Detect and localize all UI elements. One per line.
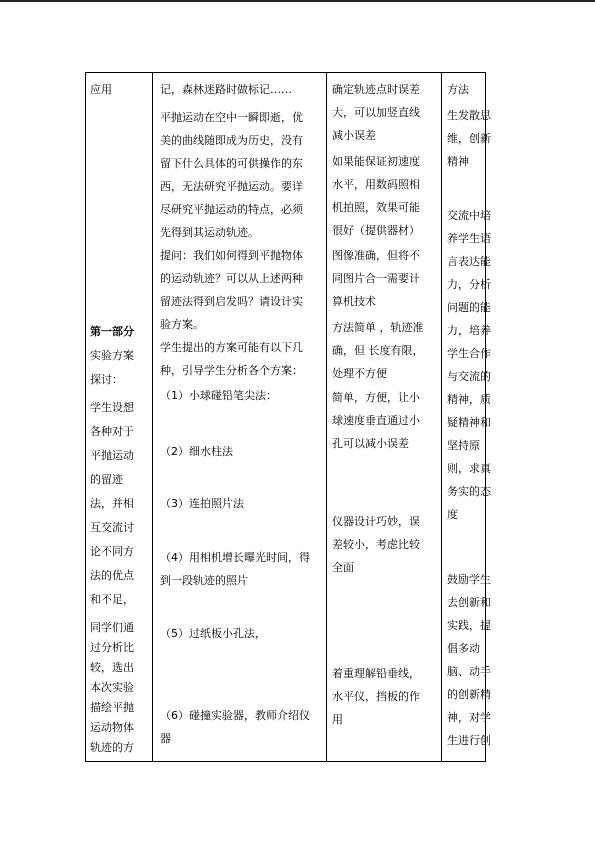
intent-line: 疑精神和 <box>447 416 491 429</box>
para1-line: 西，无法研究平抛运动。要详 <box>160 180 303 193</box>
col1-line: 平抛运动 <box>90 449 134 462</box>
intent-line: 生进行创 <box>447 734 491 747</box>
intent-line: 维，创新 <box>447 132 491 145</box>
col1-line: 论不同方 <box>90 545 134 558</box>
analysis-line: 机拍照，效果可能 <box>332 201 420 214</box>
para1-line: 先得到其运动轨迹。 <box>160 226 259 239</box>
para2-line: 的运动轨迹？可以从上述两种 <box>160 272 303 285</box>
para3-line: 种，引导学生分析各个方案： <box>160 364 303 377</box>
analysis-line: 简单，方便，让小 <box>332 391 420 404</box>
intro-line: 记，森林迷路时做标记…… <box>160 83 292 96</box>
section-heading: 第一部分 <box>90 325 134 338</box>
para1-line: 留下什么具体的可供操作的东 <box>160 157 303 170</box>
page-top-border <box>0 0 595 2</box>
intent-line: 坚持原 <box>447 439 480 452</box>
col1-line-final: 轨迹的方 <box>90 741 134 754</box>
col1-line: 学生设想 <box>90 401 134 414</box>
analysis-line: 大，可以加竖直线 <box>332 106 420 119</box>
col1-line: 实验方案 <box>90 349 134 362</box>
intent-line: 交流中培 <box>447 209 491 222</box>
method-5: （5）过纸板小孔法， <box>160 627 266 640</box>
analysis-line: 很好（提供器材） <box>332 224 420 237</box>
intent-line: 则，求真 <box>447 462 491 475</box>
analysis-line: 仪器设计巧妙，误 <box>332 515 420 528</box>
para1-line: 尽研究平抛运动的特点，必须 <box>160 203 303 216</box>
table-col-border-2 <box>326 72 327 761</box>
col1-line: 过分析比 <box>90 641 134 654</box>
intent-line: 与交流的 <box>447 370 491 383</box>
method-6: （6）碰撞实验器，教师介绍仪 <box>160 709 310 722</box>
table-bottom-border <box>85 761 486 762</box>
para2-line: 验方案。 <box>160 318 204 331</box>
intent-line: 生发散思 <box>447 109 491 122</box>
method-4-cont: 到一段轨迹的照片 <box>160 574 248 587</box>
intent-line: 的创新精 <box>447 688 491 701</box>
intent-line: 实践，提 <box>447 619 491 632</box>
analysis-line: 孔可以减小误差 <box>332 437 409 450</box>
col1-line: 运动物体 <box>90 721 134 734</box>
col1-line: 各种对于 <box>90 425 134 438</box>
intent-line: 去创新和 <box>447 596 491 609</box>
intent-line: 问题的能 <box>447 301 491 314</box>
intent-line: 鼓励学生 <box>447 573 491 586</box>
para1-line: 平抛运动在空中一瞬即逝，优 <box>160 111 303 124</box>
col1-line: 互交流讨 <box>90 521 134 534</box>
analysis-line: 如果能保证初速度 <box>332 155 420 168</box>
intent-line: 精神 <box>447 155 469 168</box>
intent-line: 务实的态 <box>447 485 491 498</box>
method-6-cont: 器 <box>160 732 171 745</box>
col1-line: 和不足， <box>90 593 134 606</box>
para1-line: 美的曲线随即成为历史，没有 <box>160 134 303 147</box>
col1-line: 法，并相 <box>90 497 134 510</box>
intent-line: 神，对学 <box>447 711 491 724</box>
col1-line: 描绘平抛 <box>90 701 134 714</box>
analysis-line: 确定轨迹点时误差 <box>332 83 420 96</box>
table-col-border-1 <box>152 72 153 761</box>
analysis-line: 水平，用数码照相 <box>332 178 420 191</box>
intent-line: 力，培养 <box>447 324 491 337</box>
col1-line: 较，选出 <box>90 661 134 674</box>
para3-line: 学生提出的方案可能有以下几 <box>160 341 303 354</box>
col1-line: 本次实验 <box>90 681 134 694</box>
analysis-line: 球速度垂直通过小 <box>332 414 420 427</box>
intent-line: 力，分析 <box>447 278 491 291</box>
intent-line: 言表达能 <box>447 255 491 268</box>
analysis-line: 水平仪，挡板的作 <box>332 690 420 703</box>
analysis-line: 着重理解铅垂线， <box>332 667 420 680</box>
intent-line: 方法 <box>447 83 469 96</box>
para2-line: 提问：我们如何得到平抛物体 <box>160 249 303 262</box>
intent-line: 精神，质 <box>447 393 491 406</box>
col1-line: 的留迹 <box>90 473 123 486</box>
col1-line: 同学们通 <box>90 621 134 634</box>
table-top-border <box>85 72 486 73</box>
analysis-line: 图像准确，但将不 <box>332 249 420 262</box>
col1-line: 法的优点 <box>90 569 134 582</box>
analysis-line: 算机技术 <box>332 295 376 308</box>
intent-line: 度 <box>447 508 458 521</box>
analysis-line: 差较小，考虑比较 <box>332 538 420 551</box>
method-3: （3）连拍照片法 <box>160 497 244 510</box>
analysis-line: 同图片合一需要计 <box>332 272 420 285</box>
col1-line: 探讨： <box>90 373 123 386</box>
analysis-line: 确，但 长度有限， <box>332 344 424 357</box>
method-1: （1）小球碰铅笔尖法： <box>160 389 277 402</box>
analysis-line: 减小误差 <box>332 129 376 142</box>
intent-line: 脑、动手 <box>447 665 491 678</box>
intent-line: 学生合作 <box>447 347 491 360</box>
intent-line: 养学生语 <box>447 232 491 245</box>
para2-line: 留迹法得到启发吗？请设计实 <box>160 295 303 308</box>
analysis-line: 用 <box>332 713 343 726</box>
analysis-line: 全面 <box>332 561 354 574</box>
intent-line: 倡多动 <box>447 642 480 655</box>
method-4: （4）用相机增长曝光时间，得 <box>160 551 310 564</box>
analysis-line: 处理不方便 <box>332 367 387 380</box>
table-col-border-3 <box>441 72 442 761</box>
stage-label-top: 应用 <box>90 83 112 96</box>
method-2: （2）细水柱法 <box>160 445 233 458</box>
analysis-line: 方法简单 ，轨迹准 <box>332 321 424 334</box>
table-col-border-0 <box>85 72 86 761</box>
